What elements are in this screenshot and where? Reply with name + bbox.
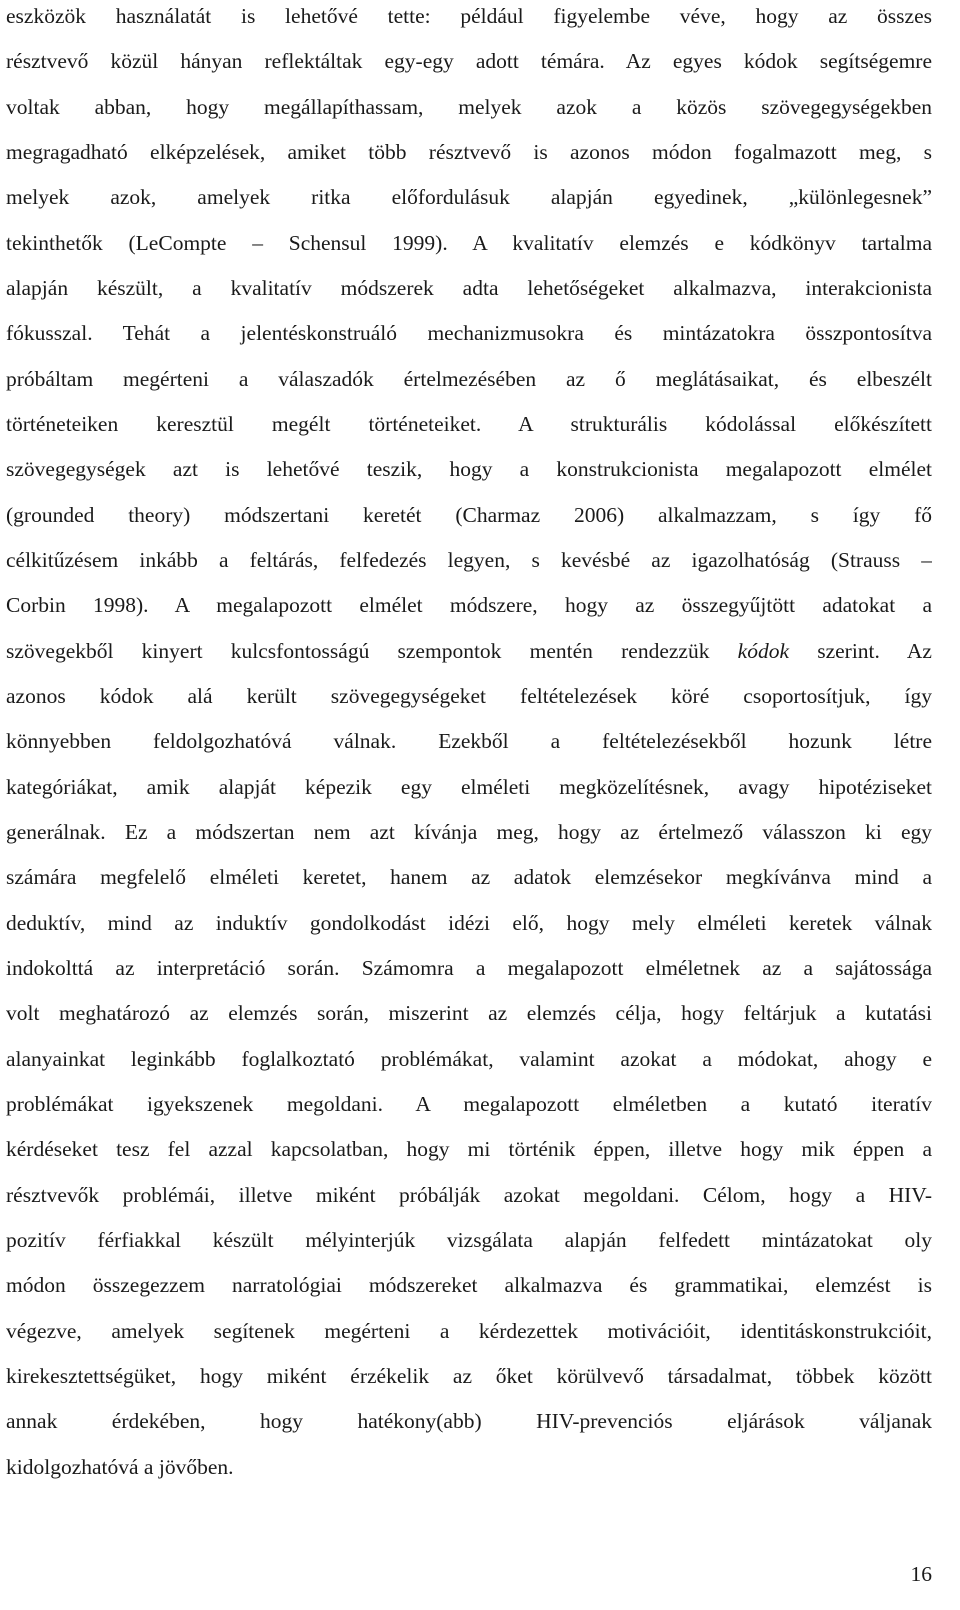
text-line: célkitűzésem inkább a feltárás, felfedezés legyen, s kevésbé az igazolhatóság (Strauss – [6, 547, 932, 572]
text-line: Corbin 1998). A megalapozott elmélet módszere, hogy az összegyűjtött adatokat a [6, 593, 932, 618]
text-span: szövegekből kinyert kulcsfontosságú szempontok mentén rendezzük [6, 638, 738, 663]
text-line: deduktív, mind az induktív gondolkodást idézi elő, hogy mely elméleti keretek válnak [6, 910, 932, 935]
text-line: volt meghatározó az elemzés során, miszerint az elemzés célja, hogy feltárjuk a kutatási [6, 1001, 932, 1026]
text-line: azonos kódok alá került szövegegységeket feltételezések köré csoportosítjuk, így [6, 683, 932, 708]
text-line: résztvevők problémái, illetve miként próbálják azokat megoldani. Célom, hogy a HIV- [6, 1182, 932, 1207]
text-line: történeteiken keresztül megélt történeteiket. A strukturális kódolással előkészített [6, 411, 932, 436]
text-line: eszközök használatát is lehetővé tette: például figyelembe véve, hogy az összes [6, 4, 932, 28]
text-line-with-italic [6, 629, 932, 674]
text-line: problémákat igyekszenek megoldani. A megalapozott elméletben a kutató iteratív [6, 1091, 932, 1116]
text-line: melyek azok, amelyek ritka előfordulásuk alapján egyedinek, „különlegesnek” [6, 185, 932, 210]
text-span: szerint. Az [789, 638, 932, 663]
text-line: fókusszal. Tehát a jelentéskonstruáló mechanizmusokra és mintázatokra összpontosítva [6, 321, 932, 346]
body-paragraph [6, 0, 932, 1490]
text-line: alanyainkat leginkább foglalkoztató problémákat, valamint azokat a módokat, ahogy e [6, 1046, 932, 1071]
text-line: módon összegezzem narratológiai módszereket alkalmazva és grammatikai, elemzést is [6, 1273, 932, 1298]
page-number: 16 [910, 1562, 932, 1586]
text-line: szövegegységek azt is lehetővé teszik, hogy a konstrukcionista megalapozott elmélet [6, 457, 932, 482]
text-line: generálnak. Ez a módszertan nem azt kívánja meg, hogy az értelmező válasszon ki egy [6, 819, 932, 844]
text-line: kidolgozhatóvá a jövőben. [6, 1454, 234, 1479]
text-line: pozitív férfiakkal készült mélyinterjúk vizsgálata alapján felfedett mintázatokat oly [6, 1227, 932, 1252]
text-line: tekinthetők (LeCompte – Schensul 1999). A kvalitatív elemzés e kódkönyv tartalma [6, 230, 932, 255]
text-line: alapján készült, a kvalitatív módszerek adta lehetőségeket alkalmazva, interakcionista [6, 275, 932, 300]
text-line: kirekesztettségüket, hogy miként érzékelik az őket körülvevő társadalmat, többek között [6, 1363, 932, 1388]
text-line: (grounded theory) módszertani keretét (Charmaz 2006) alkalmazzam, s így fő [6, 502, 932, 527]
text-line: annak érdekében, hogy hatékony(abb) HIV-prevenciós eljárások váljanak [6, 1409, 932, 1434]
italic-term: kódok [737, 638, 789, 663]
text-line: megragadható elképzelések, amiket több résztvevő is azonos módon fogalmazott meg, s [6, 139, 932, 164]
text-line: kérdéseket tesz fel azzal kapcsolatban, hogy mi történik éppen, illetve hogy mik éppen a [6, 1137, 932, 1162]
text-line: próbáltam megérteni a válaszadók értelmezésében az ő meglátásaikat, és elbeszélt [6, 366, 932, 391]
text-line: számára megfelelő elméleti keretet, hanem az adatok elemzésekor megkívánva mind a [6, 865, 932, 890]
text-line: kategóriákat, amik alapját képezik egy elméleti megközelítésnek, avagy hipotéziseket [6, 774, 932, 799]
text-line: résztvevő közül hányan reflektáltak egy-egy adott témára. Az egyes kódok segítségemre [6, 49, 932, 74]
text-line: voltak abban, hogy megállapíthassam, melyek azok a közös szövegegységekben [6, 94, 932, 119]
text-line: könnyebben feldolgozhatóvá válnak. Ezekből a feltételezésekből hozunk létre [6, 729, 932, 754]
text-line: végezve, amelyek segítenek megérteni a kérdezettek motivációit, identitáskonstrukcióit, [6, 1318, 932, 1343]
text-line: indokolttá az interpretáció során. Számomra a megalapozott elméletnek az a sajátossága [6, 955, 932, 980]
